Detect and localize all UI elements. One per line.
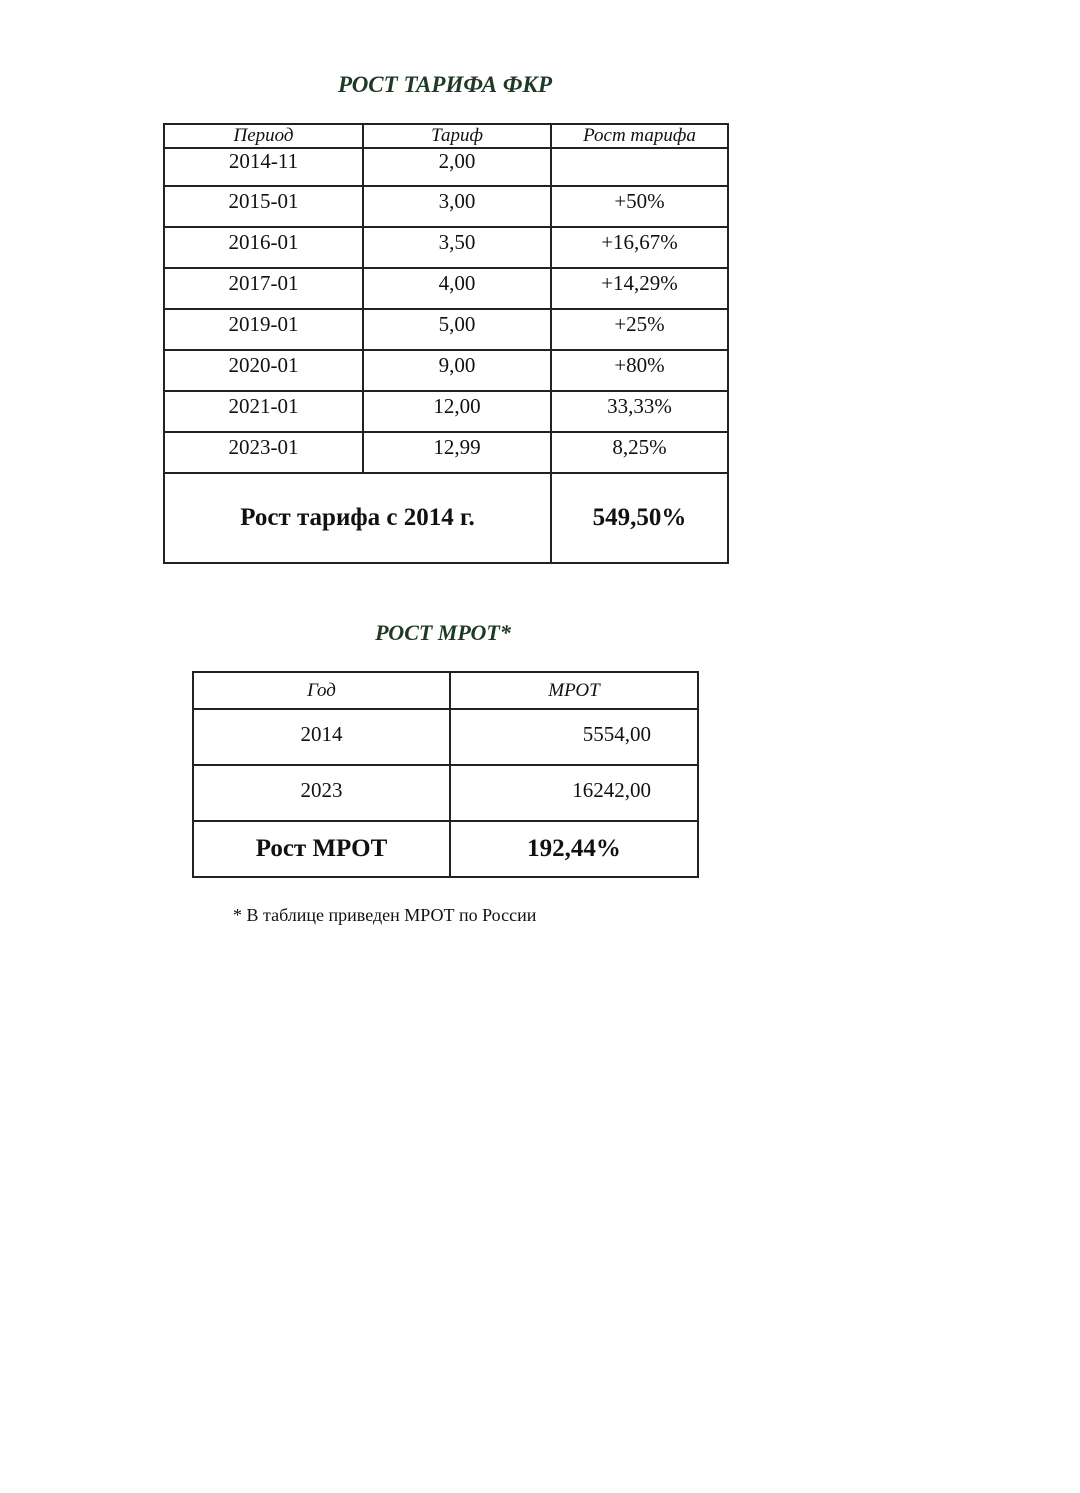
- growth-cell: +50%: [551, 186, 728, 227]
- header-tariff: Тариф: [363, 124, 551, 148]
- tariff-summary-value: 549,50%: [551, 473, 728, 563]
- period-cell: 2021-01: [164, 391, 363, 432]
- mrot-summary-label: Рост МРОТ: [193, 821, 450, 877]
- tariff-cell: 5,00: [363, 309, 551, 350]
- header-year: Год: [193, 672, 450, 709]
- growth-cell: +25%: [551, 309, 728, 350]
- table-row: [164, 268, 728, 309]
- period-cell: 2014-11: [164, 148, 363, 186]
- footnote: * В таблице приведен МРОТ по России: [233, 905, 537, 925]
- period-cell: 2016-01: [164, 227, 363, 268]
- header-period: Период: [164, 124, 363, 148]
- table-row: [164, 227, 728, 268]
- year-cell: 2014: [193, 709, 450, 765]
- table-row: [193, 765, 698, 821]
- tariff-table-header-row: [164, 124, 728, 148]
- tariff-cell: 3,00: [363, 186, 551, 227]
- tariff-cell: 4,00: [363, 268, 551, 309]
- growth-cell: +14,29%: [551, 268, 728, 309]
- tariff-summary-label: Рост тарифа с 2014 г.: [164, 473, 551, 563]
- growth-cell: 8,25%: [551, 432, 728, 473]
- table-row: [164, 432, 728, 473]
- tariff-table: [163, 123, 729, 564]
- tariff-cell: 2,00: [363, 148, 551, 186]
- header-tariff-growth: Рост тарифа: [551, 124, 728, 148]
- mrot-summary-row: [193, 821, 698, 877]
- tariff-cell: 9,00: [363, 350, 551, 391]
- period-cell: 2020-01: [164, 350, 363, 391]
- mrot-table-title: РОСТ МРОТ*: [375, 620, 511, 645]
- tariff-table-title: РОСТ ТАРИФА ФКР: [337, 72, 553, 97]
- growth-cell: +16,67%: [551, 227, 728, 268]
- mrot-value-cell: 16242,00: [450, 765, 698, 821]
- table-row: [164, 148, 728, 186]
- mrot-table-header-row: [193, 672, 698, 709]
- table-row: [193, 709, 698, 765]
- period-cell: 2017-01: [164, 268, 363, 309]
- year-cell: 2023: [193, 765, 450, 821]
- tariff-cell: 12,99: [363, 432, 551, 473]
- table-row: [164, 186, 728, 227]
- mrot-value-cell: 5554,00: [450, 709, 698, 765]
- period-cell: 2019-01: [164, 309, 363, 350]
- table-row: [164, 309, 728, 350]
- table-row: [164, 391, 728, 432]
- tariff-cell: 12,00: [363, 391, 551, 432]
- growth-cell: [551, 148, 728, 186]
- period-cell: 2015-01: [164, 186, 363, 227]
- header-mrot: МРОТ: [450, 672, 698, 709]
- growth-cell: 33,33%: [551, 391, 728, 432]
- table-row: [164, 350, 728, 391]
- tariff-summary-row: [164, 473, 728, 563]
- mrot-table: [192, 671, 699, 878]
- tariff-cell: 3,50: [363, 227, 551, 268]
- mrot-summary-value: 192,44%: [450, 821, 698, 877]
- period-cell: 2023-01: [164, 432, 363, 473]
- growth-cell: +80%: [551, 350, 728, 391]
